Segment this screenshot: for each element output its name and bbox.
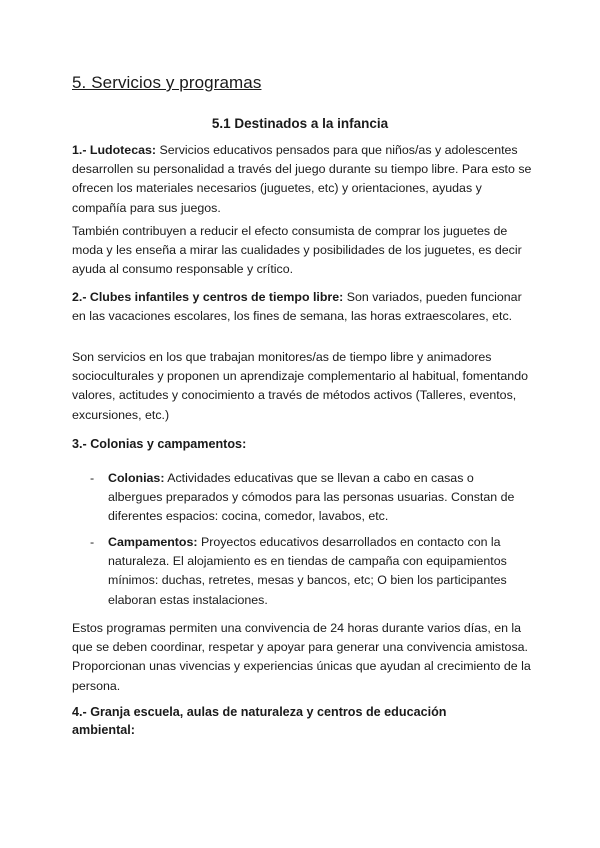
list-dash: -	[90, 535, 95, 549]
ludotecas-heading: 1.- Ludotecas:	[72, 143, 156, 157]
list-dash: -	[90, 471, 95, 485]
ludotecas-paragraph-2: También contribuyen a reducir el efecto consumista de comprar los juguetes de moda y les enseña a mirar las cualidades y posibilidades de los juguetes, es decir ayuda al consumo responsable y crítico.	[72, 224, 522, 277]
list-item-label: Campamentos:	[108, 535, 198, 549]
list-item-text	[108, 469, 528, 527]
granja-heading: 4.- Granja escuela, aulas de naturaleza y centros de educación ambiental:	[72, 705, 447, 737]
section-title: 5. Servicios y programas	[72, 73, 262, 92]
ludotecas-text: Servicios educativos pensados para que niños/as y adolescentes desarrollen su personalidad a través del juego durante su tiempo libre. Para esto se ofrecen los materiales necesarios (juguetes, etc) y orientaciones, ayudas y compañía para sus juegos.	[72, 143, 532, 215]
clubes-paragraph-2: Son servicios en los que trabajan monitores/as de tiempo libre y animadores socioculturales y proponen un aprendizaje complementario al habitual, fomentando valores, actitudes y conocimiento a través de métodos activos (Talleres, eventos, excursiones, etc.)	[72, 350, 528, 422]
clubes-paragraph	[72, 288, 532, 326]
subsection-title: 5.1 Destinados a la infancia	[211, 116, 389, 131]
list-item-body: Actividades educativas que se llevan a cabo en casas o albergues preparados y cómodos para las personas usuarias. Constan de diferentes espacios: cocina, comedor, lavabos, etc.	[108, 471, 515, 524]
list-item-text	[108, 533, 528, 610]
ludotecas-paragraph	[72, 141, 532, 218]
colonias-paragraph: Estos programas permiten una convivencia de 24 horas durante varios días, en la que se deben coordinar, respetar y apoyar para generar una convivencia amistosa. Proporcionan unas vivencias y experiencias únicas que ayudan al crecimiento de la persona.	[72, 621, 531, 693]
clubes-heading: 2.- Clubes infantiles y centros de tiempo libre:	[72, 290, 344, 304]
list-item-body: Proyectos educativos desarrollados en contacto con la naturaleza. El alojamiento es en tiendas de campaña con equipamientos mínimos: duchas, retretes, mesas y bancos, etc; O bien los participantes elaboran estas instalaciones.	[108, 535, 507, 607]
colonias-heading: 3.- Colonias y campamentos:	[72, 437, 247, 451]
clubes-text: Son variados, pueden funcionar en las vacaciones escolares, los fines de semana, las horas extraescolares, etc.	[72, 290, 522, 324]
list-item-label: Colonias:	[108, 471, 165, 485]
